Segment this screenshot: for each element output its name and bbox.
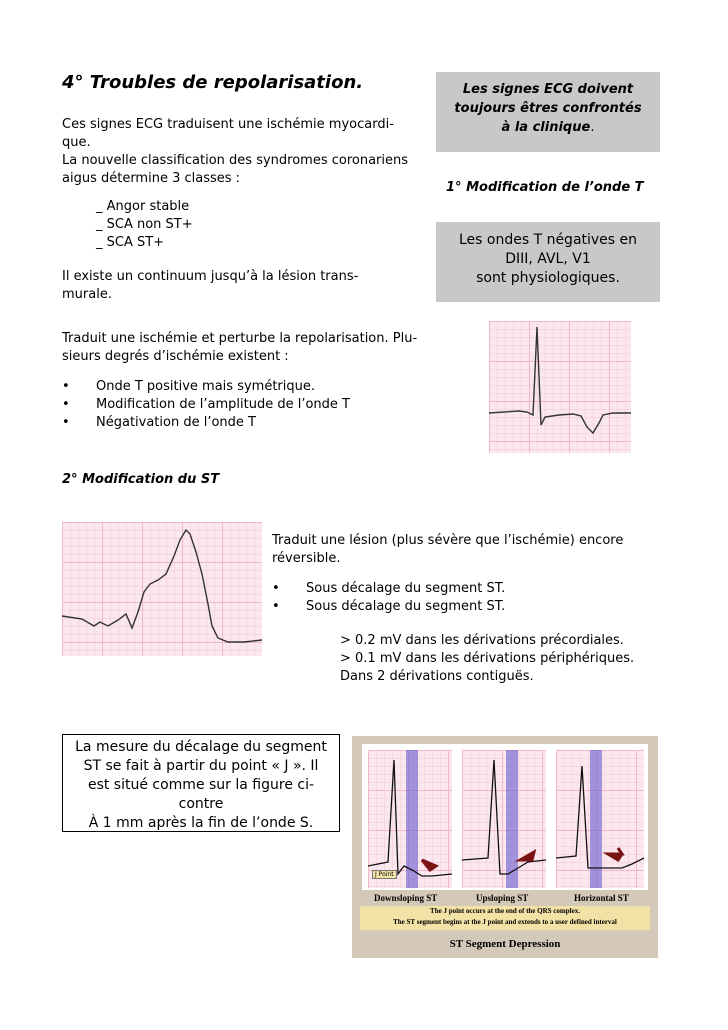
st-bullets: [272, 580, 632, 616]
measure-line: La mesure du décalage du segment: [75, 739, 327, 755]
measure-line: À 1 mm après la fin de l’onde S.: [88, 815, 314, 831]
ecg-st-image: [62, 522, 262, 656]
warning-line: à la clinique: [501, 120, 591, 135]
ischemia-text: [62, 330, 417, 366]
st-depression-figure: [352, 736, 658, 958]
list-item: • Négativation de l’onde T: [62, 414, 442, 432]
horizontal-arrow-icon: [608, 848, 622, 860]
measure-line: est situé comme sur la figure ci-: [87, 777, 315, 793]
class-item: _ SCA non ST+: [96, 217, 193, 232]
measure-line: ST se fait à partir du point « J ». Il: [83, 758, 319, 774]
ecg-t-wave-image: [489, 321, 631, 453]
intro-text: [62, 116, 408, 188]
section1-title: 1° Modification de l’onde T: [446, 180, 644, 195]
threshold-line: Dans 2 dérivations contiguës.: [340, 669, 534, 684]
upsloping-arrow-icon: [520, 852, 534, 860]
caption-line: The J point occurs at the end of the QRS complex.: [430, 907, 580, 915]
t-wave-line: DIII, AVL, V1: [505, 251, 591, 267]
classes-list: [96, 198, 193, 252]
intro-line: aigus détermine 3 classes :: [62, 171, 241, 186]
section2-title: 2° Modification du ST: [62, 472, 220, 487]
measure-line: contre: [178, 796, 224, 812]
ischemia-line: Traduit une ischémie et perturbe la repolarisation. Plu-: [62, 331, 418, 346]
warning-line: toujours êtres confrontés: [454, 101, 642, 116]
threshold-text: [340, 632, 634, 686]
horizontal-trace: [556, 750, 644, 888]
ischemia-bullets: [62, 378, 442, 432]
upsloping-trace: [462, 750, 546, 888]
ischemia-line: sieurs degrés d’ischémie existent :: [62, 349, 289, 364]
label-horizontal: Horizontal ST: [574, 893, 629, 903]
class-item: _ SCA ST+: [96, 235, 165, 250]
ecg-t-wave-trace: [489, 321, 631, 453]
warning-period: .: [590, 120, 595, 135]
intro-line: Ces signes ECG traduisent une ischémie myocardi-: [62, 117, 394, 132]
threshold-line: > 0.1 mV dans les dérivations périphériques.: [340, 651, 635, 666]
label-downsloping: Downsloping ST: [374, 893, 438, 903]
class-item: _ Angor stable: [96, 199, 190, 214]
downsloping-trace: [368, 750, 452, 888]
lesion-line: réversible.: [272, 551, 341, 566]
strip-downsloping: [368, 750, 452, 888]
t-wave-line: sont physiologiques.: [476, 270, 620, 286]
strip-horizontal: [556, 750, 644, 888]
warning-line: Les signes ECG doivent: [462, 82, 634, 97]
continuum-text: [62, 268, 358, 304]
list-item: • Modification de l’amplitude de l’onde T: [62, 396, 442, 414]
intro-line: que.: [62, 135, 91, 150]
lesion-line: Traduit une lésion (plus sévère que l’ischémie) encore: [272, 533, 624, 548]
j-point-label: J Point: [372, 870, 397, 879]
figure-caption: [360, 906, 650, 930]
caption-line: The ST segment begins at the J point and extends to a user defined interval: [393, 918, 617, 926]
lesion-text: [272, 532, 623, 568]
continuum-line: murale.: [62, 287, 112, 302]
downsloping-arrow-icon: [422, 860, 436, 870]
figure-title: ST Segment Depression: [449, 938, 561, 950]
t-wave-line: Les ondes T négatives en: [458, 232, 638, 248]
ecg-st-trace: [62, 522, 262, 656]
intro-line: La nouvelle classification des syndromes coronariens: [62, 153, 409, 168]
warning-box: [436, 72, 660, 152]
list-item: • Sous décalage du segment ST.: [272, 598, 632, 616]
list-item: • Sous décalage du segment ST.: [272, 580, 632, 598]
threshold-line: > 0.2 mV dans les dérivations précordiales.: [340, 633, 624, 648]
t-wave-box: [436, 222, 660, 302]
label-upsloping: Upsloping ST: [476, 893, 529, 903]
strip-upsloping: [462, 750, 546, 888]
list-item: • Onde T positive mais symétrique.: [62, 378, 442, 396]
section4-title: 4° Troubles de repolarisation.: [62, 72, 364, 93]
measure-box: [62, 734, 340, 832]
continuum-line: Il existe un continuum jusqu’à la lésion trans-: [62, 269, 359, 284]
